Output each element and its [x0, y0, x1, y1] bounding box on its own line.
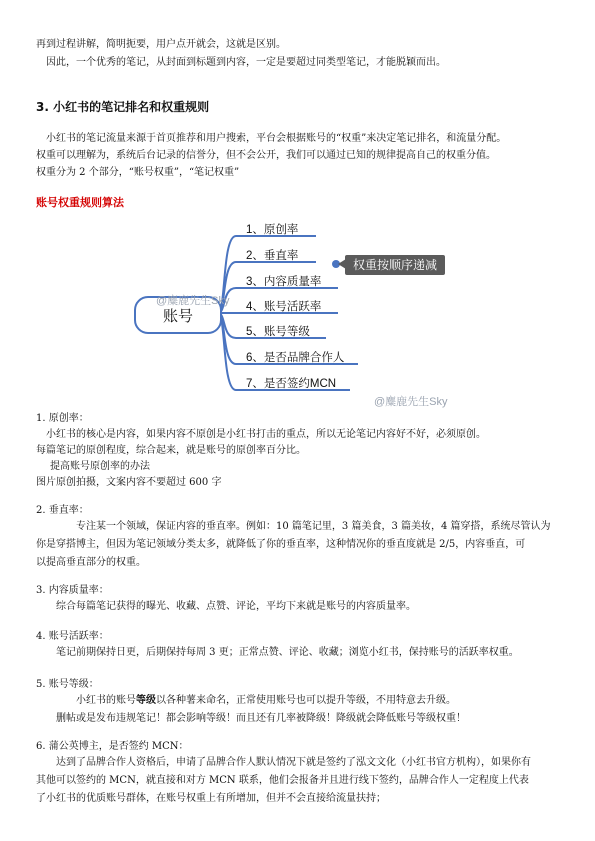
mindmap-item-1: 1、原创率 [246, 224, 299, 236]
s5-line-2: 删帖或是发布违规笔记！都会影响等级！而且还有几率被降级！降级就会降低账号等级权重！ [56, 713, 466, 724]
intro-line-1: 再到过程讲解，简明扼要，用户点开就会，这就是区别。 [36, 39, 286, 50]
section-heading: 3. 小红书的笔记排名和权重规则 [36, 100, 210, 114]
paragraph-line-1: 小红书的笔记流量来源于首页推荐和用户搜索，平台会根据账号的“权重”来决定笔记排名，和流量分配。 [46, 133, 507, 144]
s3-line-1: 综合每篇笔记获得的曝光、收藏、点赞、评论，平均下来就是账号的内容质量率。 [56, 601, 416, 612]
intro-line-2: 因此，一个优秀的笔记，从封面到标题到内容，一定是要超过同类型笔记，才能脱颖而出。 [46, 57, 446, 68]
section-3-title: 3. 内容质量率： [36, 585, 109, 596]
paragraph-line-3: 权重分为 2 个部分，“账号权重”，“笔记权重” [36, 167, 240, 178]
s1-line-3: 提高账号原创率的办法 [50, 461, 150, 472]
s1-line-1: 小红书的核心是内容，如果内容不原创是小红书打击的重点，所以无论笔记内容好不好，必须原创。 [46, 429, 486, 440]
s5-line-1c: 以各种薯来命名，正常使用账号也可以提升等级，不用特意去升级。 [156, 695, 456, 706]
s6-line-2: 其他可以签约的 MCN，就直接和对方 MCN 联系，他们会报备并且进行线下签约，品牌合作人一定程度上代表 [36, 775, 529, 786]
s2-line-1: 专注某一个领域，保证内容的垂直率。例如：10 篇笔记里，3 篇美食，3 篇美妆，4 篇穿搭，系统尽管认为 [76, 521, 551, 532]
mindmap-item-4: 4、账号活跃率 [246, 301, 322, 313]
section-2-title: 2. 垂直率： [36, 505, 89, 516]
s6-line-3: 了小红书的优质账号群体，在账号权重上有所增加，但并不会直接给流量扶持； [36, 793, 386, 804]
s4-line-1: 笔记前期保持日更，后期保持每周 3 更；正常点赞、评论、收藏；浏览小红书，保持账号的活跃率权重。 [56, 647, 519, 658]
mindmap-item-2: 2、垂直率 [246, 250, 299, 262]
s5-line-1a: 小红书的账号 [76, 695, 136, 706]
section-4-title: 4. 账号活跃率： [36, 631, 109, 642]
mindmap-callout: 权重按顺序递减 [345, 255, 445, 275]
section-5-title: 5. 账号等级： [36, 679, 99, 690]
paragraph-line-2: 权重可以理解为，系统后台记录的信誉分，但不会公开，我们可以通过已知的规律提高自己的权重分值。 [36, 150, 496, 161]
watermark-2: @麋鹿先生Sky [374, 396, 448, 408]
mindmap-item-3: 3、内容质量率 [246, 276, 322, 288]
section-1-title: 1. 原创率： [36, 413, 89, 424]
s2-line-2: 你是穿搭博主，但因为笔记领域分类太多，就降低了你的垂直率，这种情况你的垂直度就是 2/5，内容垂直，可 [36, 539, 526, 550]
s1-line-4: 图片原创拍摄，文案内容不要超过 600 字 [36, 477, 222, 488]
algo-heading: 账号权重规则算法 [36, 196, 124, 209]
mindmap-item-5: 5、账号等级 [246, 326, 310, 338]
mindmap-item-6: 6、是否品牌合作人 [246, 352, 345, 364]
s6-line-1: 达到了品牌合作人资格后，申请了品牌合作人默认情况下就是签约了泓文文化（小红书官方机构），如果你有 [56, 757, 531, 768]
s5-line-1b: 等级 [136, 695, 156, 706]
s2-line-3: 以提高垂直部分的权重。 [36, 557, 146, 568]
mindmap-item-7: 7、是否签约MCN [246, 378, 337, 390]
s5-line-1 [76, 692, 456, 709]
watermark-1: @麋鹿先生Sky [156, 295, 230, 307]
s1-line-2: 每篇笔记的原创程度，综合起来，就是账号的原创率百分比。 [36, 445, 306, 456]
section-6-title: 6. 蒲公英博主，是否签约 MCN： [36, 741, 189, 752]
mindmap-center-node: 账号 [134, 296, 222, 334]
